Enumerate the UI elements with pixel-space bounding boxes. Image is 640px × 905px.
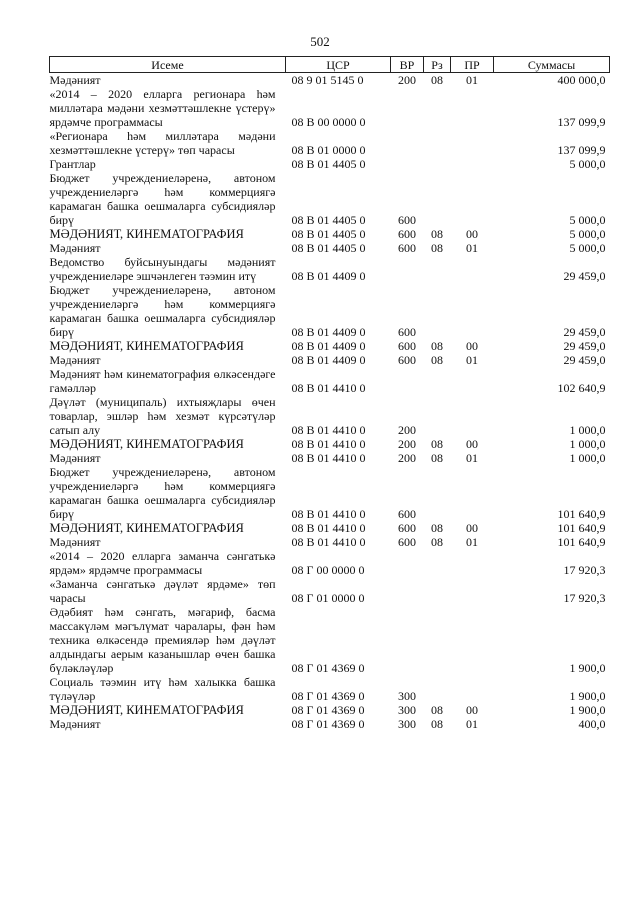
cell-rz: 08	[431, 717, 443, 731]
cell-vr: 600	[398, 507, 416, 521]
cell-pr	[451, 605, 494, 675]
table-row	[50, 353, 610, 367]
cell-name: Дәүләт (муниципаль) ихтыяҗлары өчен товарлар, эшләр һәм хезмәт күрсәтүләр сатып алу	[49, 395, 276, 437]
cell-csr: 08 Г 01 0000 0	[291, 591, 365, 605]
table-row	[50, 227, 610, 241]
cell-vr	[391, 549, 424, 577]
cell-csr: 08 9 01 5145 0	[291, 73, 364, 87]
cell-csr: 08 В 01 4410 0	[291, 535, 366, 549]
table-row	[50, 521, 610, 535]
cell-csr: 08 В 01 4405 0	[291, 157, 366, 171]
cell-vr: 600	[398, 521, 416, 535]
cell-name: Мәдәният һәм кинематография өлкәсендәге гамәлләр	[49, 367, 276, 395]
cell-rz: 08	[431, 241, 443, 255]
cell-name: Бюджет учреждениеләренә, автоном учреждениеләргә һәм коммерциягә карамаган башка оешмаларга субсидияләр бирү	[49, 465, 276, 521]
table-row	[50, 717, 610, 731]
cell-rz	[424, 549, 451, 577]
cell-csr: 08 В 01 4410 0	[291, 437, 366, 451]
header-sum: Суммасы	[494, 57, 610, 73]
cell-pr	[451, 577, 494, 605]
cell-name: «Регионара һәм милләтара мәдәни хезмәттәшлекне үстерү» төп чарасы	[49, 129, 276, 157]
cell-csr: 08 В 01 4409 0	[291, 339, 366, 353]
cell-sum: 29 459,0	[563, 269, 606, 283]
cell-pr: 01	[466, 241, 478, 255]
table-row	[50, 605, 610, 675]
cell-csr: 08 В 01 4405 0	[291, 241, 366, 255]
cell-pr	[451, 395, 494, 437]
cell-name: МӘДӘНИЯТ, КИНЕМАТОГРАФИЯ	[49, 703, 244, 717]
cell-pr: 00	[466, 703, 478, 717]
cell-sum: 1 000,0	[569, 423, 606, 437]
cell-rz: 08	[431, 437, 443, 451]
cell-pr	[451, 255, 494, 283]
cell-name: Мәдәният	[49, 535, 101, 549]
cell-pr	[451, 87, 494, 129]
cell-rz	[424, 157, 451, 171]
cell-name: Мәдәният	[49, 241, 101, 255]
cell-csr: 08 В 00 0000 0	[291, 115, 366, 129]
table-row	[50, 451, 610, 465]
cell-vr	[391, 129, 424, 157]
cell-csr: 08 В 01 4410 0	[291, 521, 366, 535]
cell-sum: 17 920,3	[563, 563, 606, 577]
table-row	[50, 395, 610, 437]
cell-csr: 08 В 01 4409 0	[291, 269, 366, 283]
cell-rz: 08	[431, 703, 443, 717]
cell-csr: 08 В 01 4410 0	[291, 507, 366, 521]
cell-rz	[424, 465, 451, 521]
cell-rz: 08	[431, 353, 443, 367]
cell-sum: 1 000,0	[569, 437, 606, 451]
cell-pr	[451, 367, 494, 395]
page-number: 502	[310, 34, 330, 49]
table-row	[50, 675, 610, 703]
cell-vr: 600	[398, 241, 416, 255]
cell-sum: 5 000,0	[569, 241, 606, 255]
cell-name: Мәдәният	[49, 451, 101, 465]
cell-sum: 29 459,0	[563, 325, 606, 339]
cell-csr: 08 В 01 4409 0	[291, 325, 366, 339]
cell-name: Социаль тәэмин итү һәм халыкка башка түләүләр	[49, 675, 276, 703]
cell-sum: 400 000,0	[557, 73, 606, 87]
table-row	[50, 703, 610, 717]
cell-csr: 08 В 01 4410 0	[291, 451, 366, 465]
cell-sum: 137 099,9	[557, 143, 606, 157]
cell-name: МӘДӘНИЯТ, КИНЕМАТОГРАФИЯ	[49, 437, 244, 451]
table-row	[50, 241, 610, 255]
cell-name: Ведомство буйсынуындагы мәдәният учреждениеләре эшчәнлеген тәэмин итү	[49, 255, 276, 283]
cell-pr: 01	[466, 451, 478, 465]
cell-sum: 101 640,9	[557, 535, 606, 549]
cell-csr: 08 Г 01 4369 0	[291, 689, 365, 703]
cell-rz: 08	[431, 73, 443, 87]
cell-vr: 200	[398, 423, 416, 437]
cell-sum: 1 900,0	[569, 703, 606, 717]
cell-pr: 01	[466, 73, 478, 87]
table-row	[50, 367, 610, 395]
cell-vr: 600	[398, 213, 416, 227]
cell-name: МӘДӘНИЯТ, КИНЕМАТОГРАФИЯ	[49, 227, 244, 241]
table-header-row	[50, 57, 610, 73]
cell-vr: 600	[398, 325, 416, 339]
cell-rz	[424, 129, 451, 157]
budget-table	[49, 56, 610, 731]
table-row	[50, 73, 610, 88]
cell-pr: 00	[466, 437, 478, 451]
cell-vr: 600	[398, 227, 416, 241]
cell-rz	[424, 675, 451, 703]
cell-name: «2014 – 2020 елларга заманча сәнгатькә ярдәм» ярдәмче программасы	[49, 549, 276, 577]
cell-pr: 00	[466, 521, 478, 535]
cell-sum: 101 640,9	[557, 507, 606, 521]
cell-csr: 08 Г 01 4369 0	[291, 703, 365, 717]
cell-csr: 08 В 01 4410 0	[291, 423, 366, 437]
cell-rz	[424, 87, 451, 129]
cell-csr: 08 В 01 4405 0	[291, 227, 366, 241]
cell-vr	[391, 157, 424, 171]
cell-pr	[451, 129, 494, 157]
table-row	[50, 465, 610, 521]
cell-vr: 600	[398, 353, 416, 367]
cell-pr	[451, 157, 494, 171]
cell-vr	[391, 255, 424, 283]
cell-csr: 08 Г 01 4369 0	[291, 661, 365, 675]
cell-rz	[424, 367, 451, 395]
cell-pr	[451, 549, 494, 577]
cell-name: Мәдәният	[49, 353, 101, 367]
cell-pr	[451, 171, 494, 227]
cell-rz	[424, 605, 451, 675]
cell-vr	[391, 605, 424, 675]
cell-rz	[424, 395, 451, 437]
cell-name: Мәдәният	[49, 717, 101, 731]
cell-rz: 08	[431, 535, 443, 549]
table-row	[50, 87, 610, 129]
cell-vr: 600	[398, 535, 416, 549]
table-row	[50, 339, 610, 353]
cell-csr: 08 Г 00 0000 0	[291, 563, 365, 577]
cell-name: «2014 – 2020 елларга регионара һәм милләтара мәдәни хезмәттәшлекне үстерү» ярдәмче программасы	[49, 87, 276, 129]
cell-sum: 17 920,3	[563, 591, 606, 605]
table-row	[50, 283, 610, 339]
cell-vr: 600	[398, 339, 416, 353]
cell-sum: 5 000,0	[569, 157, 606, 171]
cell-vr: 300	[398, 703, 416, 717]
header-rz: Рз	[424, 57, 451, 73]
cell-rz	[424, 283, 451, 339]
header-pr: ПР	[451, 57, 494, 73]
cell-rz	[424, 171, 451, 227]
cell-vr	[391, 577, 424, 605]
cell-sum: 102 640,9	[557, 381, 606, 395]
cell-name: Грантлар	[49, 157, 96, 171]
cell-rz	[424, 255, 451, 283]
cell-csr: 08 В 01 4405 0	[291, 213, 366, 227]
header-csr: ЦСР	[286, 57, 391, 73]
table-row	[50, 129, 610, 157]
cell-sum: 137 099,9	[557, 115, 606, 129]
table-row	[50, 255, 610, 283]
cell-pr	[451, 283, 494, 339]
table-row	[50, 157, 610, 171]
table-row	[50, 437, 610, 451]
cell-rz	[424, 577, 451, 605]
cell-rz: 08	[431, 451, 443, 465]
cell-vr: 200	[398, 437, 416, 451]
cell-csr: 08 В 01 4409 0	[291, 353, 366, 367]
cell-sum: 29 459,0	[563, 339, 606, 353]
cell-pr: 01	[466, 717, 478, 731]
cell-vr	[391, 87, 424, 129]
cell-rz: 08	[431, 227, 443, 241]
cell-pr: 01	[466, 535, 478, 549]
cell-rz: 08	[431, 521, 443, 535]
table-row	[50, 549, 610, 577]
cell-vr: 300	[398, 717, 416, 731]
cell-vr	[391, 367, 424, 395]
table-row	[50, 171, 610, 227]
cell-sum: 1 900,0	[569, 661, 606, 675]
cell-name: Бюджет учреждениеләренә, автоном учреждениеләргә һәм коммерциягә карамаган башка оешмаларга субсидияләр бирү	[49, 283, 276, 339]
cell-sum: 5 000,0	[569, 213, 606, 227]
cell-sum: 29 459,0	[563, 353, 606, 367]
cell-csr: 08 Г 01 4369 0	[291, 717, 365, 731]
cell-name: Бюджет учреждениеләренә, автоном учреждениеләргә һәм коммерциягә карамаган башка оешмаларга субсидияләр бирү	[49, 171, 276, 227]
cell-csr: 08 В 01 4410 0	[291, 381, 366, 395]
cell-name: Әдәбият һәм сәнгать, мәгариф, басма массакүләм мәгълүмат чаралары, фән һәм техника өлкәсендә премияләр һәм дәүләт алдындагы аерым казанышлар өчен башка бүләкләүләр	[49, 605, 276, 675]
table-row	[50, 535, 610, 549]
cell-pr	[451, 465, 494, 521]
cell-name: МӘДӘНИЯТ, КИНЕМАТОГРАФИЯ	[49, 521, 244, 535]
cell-pr	[451, 675, 494, 703]
cell-sum: 400,0	[578, 717, 606, 731]
cell-sum: 1 000,0	[569, 451, 606, 465]
header-name: Исеме	[50, 57, 286, 73]
cell-sum: 5 000,0	[569, 227, 606, 241]
cell-sum: 101 640,9	[557, 521, 606, 535]
cell-rz: 08	[431, 339, 443, 353]
cell-name: «Заманча сәнгатькә дәүләт ярдәме» төп чарасы	[49, 577, 276, 605]
cell-pr: 01	[466, 353, 478, 367]
cell-pr: 00	[466, 227, 478, 241]
cell-sum: 1 900,0	[569, 689, 606, 703]
table-row	[50, 577, 610, 605]
cell-name: МӘДӘНИЯТ, КИНЕМАТОГРАФИЯ	[49, 339, 244, 353]
cell-vr: 200	[398, 73, 416, 87]
cell-vr: 200	[398, 451, 416, 465]
cell-pr: 00	[466, 339, 478, 353]
cell-vr: 300	[398, 689, 416, 703]
header-vr: ВР	[391, 57, 424, 73]
cell-csr: 08 В 01 0000 0	[291, 143, 366, 157]
cell-name: Мәдәният	[49, 73, 101, 87]
